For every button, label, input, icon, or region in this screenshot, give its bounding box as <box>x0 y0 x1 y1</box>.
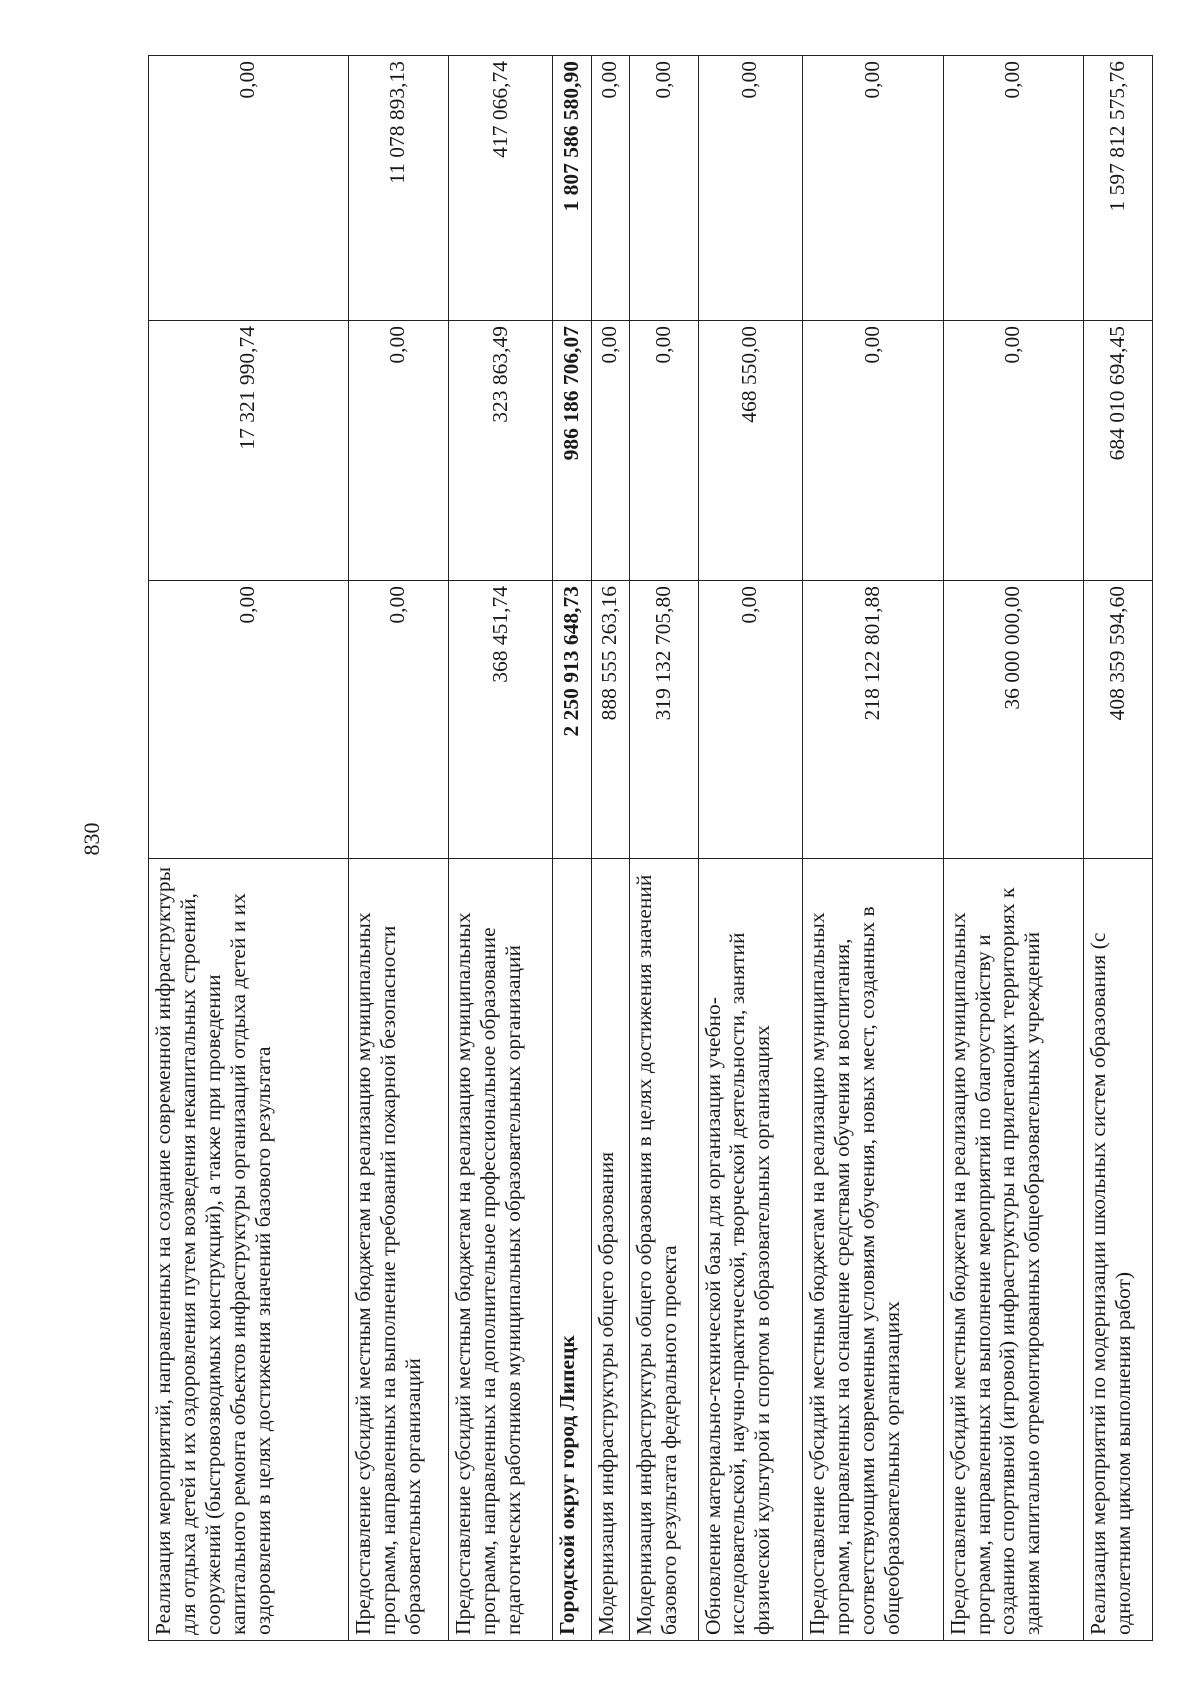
table-row <box>591 56 629 1641</box>
table-row <box>629 56 698 1641</box>
table-row <box>1083 56 1152 1641</box>
table-body <box>149 56 1153 1641</box>
page-number: 830 <box>79 822 104 856</box>
row-value-1: 408 359 594,60 <box>1083 581 1152 859</box>
row-name: Предоставление субсидий местным бюджетам на реализацию муниципальных программ, направленных на выполнение мероприятий по благоустройству и созданию спортивной (игровой) инфраструктуры на прилегающих территориях к зданиям капитально отремонтированных общеобразовательных учреждений <box>943 859 1083 1641</box>
row-value-2: 0,00 <box>943 321 1083 581</box>
row-name: Модернизация инфраструктуры общего образования в целях достижения значений базового результата федерального проекта <box>629 859 698 1641</box>
row-value-2: 323 863,49 <box>448 321 553 581</box>
row-value-3: 0,00 <box>629 56 698 321</box>
row-value-2: 986 186 706,07 <box>553 321 591 581</box>
rotated-table-container <box>148 56 1153 1641</box>
row-value-2: 684 010 694,45 <box>1083 321 1152 581</box>
row-value-3: 1 597 812 575,76 <box>1083 56 1152 321</box>
row-value-3: 0,00 <box>698 56 803 321</box>
table-row <box>803 56 943 1641</box>
row-value-1: 0,00 <box>698 581 803 859</box>
table-row <box>448 56 553 1641</box>
row-value-1: 368 451,74 <box>448 581 553 859</box>
row-value-3: 0,00 <box>149 56 349 321</box>
row-value-1: 319 132 705,80 <box>629 581 698 859</box>
table-row <box>698 56 803 1641</box>
row-value-3: 0,00 <box>803 56 943 321</box>
row-value-1: 0,00 <box>149 581 349 859</box>
row-name: Предоставление субсидий местным бюджетам на реализацию муниципальных программ, направленных на дополнительное профессиональное образование педагогических работников муниципальных образовательных организаций <box>448 859 553 1641</box>
row-value-2: 17 321 990,74 <box>149 321 349 581</box>
row-value-2: 0,00 <box>629 321 698 581</box>
row-value-2: 0,00 <box>803 321 943 581</box>
row-name: Модернизация инфраструктуры общего образования <box>591 859 629 1641</box>
table-row <box>149 56 349 1641</box>
row-value-1: 888 555 263,16 <box>591 581 629 859</box>
row-value-2: 468 550,00 <box>698 321 803 581</box>
table-row <box>348 56 448 1641</box>
row-name: Реализация мероприятий по модернизации школьных систем образования (с однолетним циклом выполнения работ) <box>1083 859 1152 1641</box>
row-name: Предоставление субсидий местным бюджетам на реализацию муниципальных программ, направленных на выполнение требований пожарной безопасности образовательных организаций <box>348 859 448 1641</box>
row-value-3: 417 066,74 <box>448 56 553 321</box>
row-name: Реализация мероприятий, направленных на создание современной инфраструктуры для отдыха детей и их оздоровления путем возведения некапитальных строений, сооружений (быстровозводимых конструкций), а также при проведении капитального ремонта объектов инфраструктуры организаций отдыха детей и их оздоровления в целях достижения значений базового результата <box>149 859 349 1641</box>
row-value-2: 0,00 <box>591 321 629 581</box>
row-value-3: 0,00 <box>943 56 1083 321</box>
table-row-total <box>553 56 591 1641</box>
row-name: Городской округ город Липецк <box>553 859 591 1641</box>
row-name: Предоставление субсидий местным бюджетам на реализацию муниципальных программ, направленных на оснащение средствами обучения и воспитания, соответствующими современным условиям обучения, новых мест, созданных в общеобразовательных организациях <box>803 859 943 1641</box>
table-row <box>943 56 1083 1641</box>
budget-table <box>148 55 1153 1641</box>
row-value-3: 1 807 586 580,90 <box>553 56 591 321</box>
row-value-1: 0,00 <box>348 581 448 859</box>
row-value-3: 11 078 893,13 <box>348 56 448 321</box>
row-value-3: 0,00 <box>591 56 629 321</box>
row-value-1: 2 250 913 648,73 <box>553 581 591 859</box>
row-value-2: 0,00 <box>348 321 448 581</box>
row-value-1: 218 122 801,88 <box>803 581 943 859</box>
row-name: Обновление материально-технической базы для организации учебно-исследовательской, научно-практической, творческой деятельности, занятий физической культурой и спортом в образовательных организациях <box>698 859 803 1641</box>
row-value-1: 36 000 000,00 <box>943 581 1083 859</box>
